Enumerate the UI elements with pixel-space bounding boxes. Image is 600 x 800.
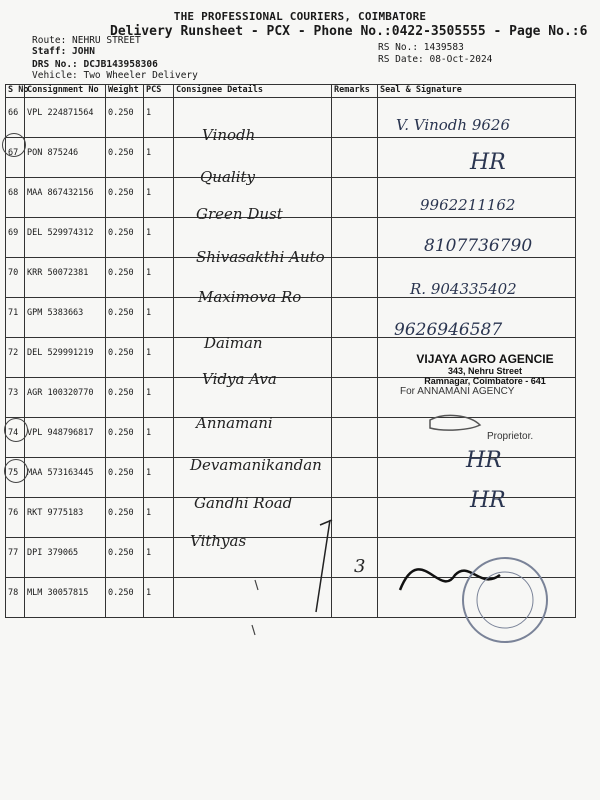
row-sno: 66	[6, 98, 25, 138]
row-sno: 75	[6, 458, 25, 498]
row-consignment-no: DEL 529974312	[25, 218, 106, 258]
rs-number: RS No.: 1439583	[378, 42, 464, 53]
handwritten-consignee: Quality	[200, 168, 255, 186]
row-weight: 0.250	[106, 218, 144, 258]
handwritten-consignee: Daiman	[204, 334, 263, 352]
handwritten-consignee: Devamanikandan	[190, 456, 322, 474]
row-weight: 0.250	[106, 538, 144, 578]
col-header-consignee: Consignee Details	[174, 85, 332, 98]
row-pcs: 1	[144, 138, 174, 178]
handwritten-signature: 8107736790	[424, 236, 533, 256]
row-sno: 76	[6, 498, 25, 538]
row-pcs: 1	[144, 298, 174, 338]
row-pcs: 1	[144, 498, 174, 538]
row-consignment-no: AGR 100320770	[25, 378, 106, 418]
stamp-name: VIJAYA AGRO AGENCIE	[416, 352, 554, 366]
row-pcs: 1	[144, 538, 174, 578]
row-consignment-no: MAA 573163445	[25, 458, 106, 498]
row-pcs: 1	[144, 578, 174, 618]
col-header-weight: Weight	[106, 85, 144, 98]
col-header-signature: Seal & Signature	[378, 85, 576, 98]
round-seal	[463, 558, 547, 642]
col-header-remarks: Remarks	[332, 85, 378, 98]
row-consignment-no: DPI 379065	[25, 538, 106, 578]
row-weight: 0.250	[106, 138, 144, 178]
round-seal-inner	[477, 572, 533, 628]
runsheet-title: Delivery Runsheet - PCX - Phone No.:0422-3505555 - Page No.:6	[110, 24, 588, 39]
handwritten-signature: V. Vinodh 9626	[396, 116, 511, 134]
row-sno: 71	[6, 298, 25, 338]
row-pcs: 1	[144, 378, 174, 418]
row-consignment-no: PON 875246	[25, 138, 106, 178]
handwritten-signature: HR	[470, 150, 506, 175]
drs-number: DRS No.: DCJB143958306	[32, 59, 158, 70]
row-consignment-no: VPL 948796817	[25, 418, 106, 458]
row-weight: 0.250	[106, 458, 144, 498]
staff-label: Staff: JOHN	[32, 46, 95, 57]
stamp-address-line: 343, Nehru Street	[447, 366, 523, 376]
row-weight: 0.250	[106, 298, 144, 338]
row-sno: 77	[6, 538, 25, 578]
handwritten-signature: R. 904335402	[410, 280, 517, 298]
stamp-for-line: For ANNAMANI AGENCY	[400, 386, 515, 397]
handwritten-consignee: Shivasakthi Auto	[196, 248, 325, 266]
handwritten-consignee: Gandhi Road	[194, 494, 293, 512]
row-weight: 0.250	[106, 258, 144, 298]
col-header-pcs: PCS	[144, 85, 174, 98]
handwritten-remark: 3	[354, 556, 366, 577]
row-consignment-no: MAA 867432156	[25, 178, 106, 218]
handwritten-consignee: Maximova Ro	[198, 288, 302, 306]
row-sno: 78	[6, 578, 25, 618]
row-sno: 70	[6, 258, 25, 298]
row-sno: 72	[6, 338, 25, 378]
row-pcs: 1	[144, 458, 174, 498]
stamp-proprietor: Proprietor.	[487, 431, 534, 442]
rs-date: RS Date: 08-Oct-2024	[378, 54, 493, 65]
row-weight: 0.250	[106, 178, 144, 218]
company-title: THE PROFESSIONAL COURIERS, COIMBATORE	[173, 10, 427, 23]
handwritten-signature: 9626946587	[394, 320, 503, 340]
handwritten-signature: 9962211162	[420, 196, 516, 214]
handwritten-consignee: Vinodh	[202, 126, 256, 144]
row-consignment-no: MLM 30057815	[25, 578, 106, 618]
row-pcs: 1	[144, 338, 174, 378]
row-consignment-no: RKT 9775183	[25, 498, 106, 538]
row-sno: 74	[6, 418, 25, 458]
row-pcs: 1	[144, 98, 174, 138]
route-label: Route: NEHRU STREET	[32, 35, 141, 46]
col-header-sno: S No	[6, 85, 25, 98]
vehicle-label: Vehicle: Two Wheeler Delivery	[32, 70, 198, 81]
row-consignment-no: KRR 50072381	[25, 258, 106, 298]
row-consignment-no: VPL 224871564	[25, 98, 106, 138]
row-sno: 68	[6, 178, 25, 218]
row-pcs: 1	[144, 258, 174, 298]
stamp-address-line: Ramnagar, Coimbatore - 641	[424, 376, 546, 386]
row-pcs: 1	[144, 418, 174, 458]
row-consignment-no: GPM 5383663	[25, 298, 106, 338]
row-weight: 0.250	[106, 98, 144, 138]
row-weight: 0.250	[106, 498, 144, 538]
row-weight: 0.250	[106, 378, 144, 418]
row-pcs: 1	[144, 218, 174, 258]
row-sno: 67	[6, 138, 25, 178]
row-sno: 69	[6, 218, 25, 258]
pen-stroke	[252, 580, 258, 635]
ink-signature	[430, 415, 480, 430]
row-weight: 0.250	[106, 418, 144, 458]
row-weight: 0.250	[106, 338, 144, 378]
handwritten-consignee: Vidya Ava	[202, 370, 277, 388]
row-pcs: 1	[144, 178, 174, 218]
col-header-consignment: Consignment No	[25, 85, 106, 98]
handwritten-signature: HR	[466, 448, 502, 473]
row-weight: 0.250	[106, 578, 144, 618]
row-consignment-no: DEL 529991219	[25, 338, 106, 378]
handwritten-consignee: Annamani	[196, 414, 273, 432]
handwritten-consignee: Vithyas	[190, 532, 247, 550]
row-sno: 73	[6, 378, 25, 418]
handwritten-consignee: Green Dust	[196, 205, 283, 223]
handwritten-signature: HR	[470, 488, 506, 513]
pen-stroke	[316, 520, 332, 612]
